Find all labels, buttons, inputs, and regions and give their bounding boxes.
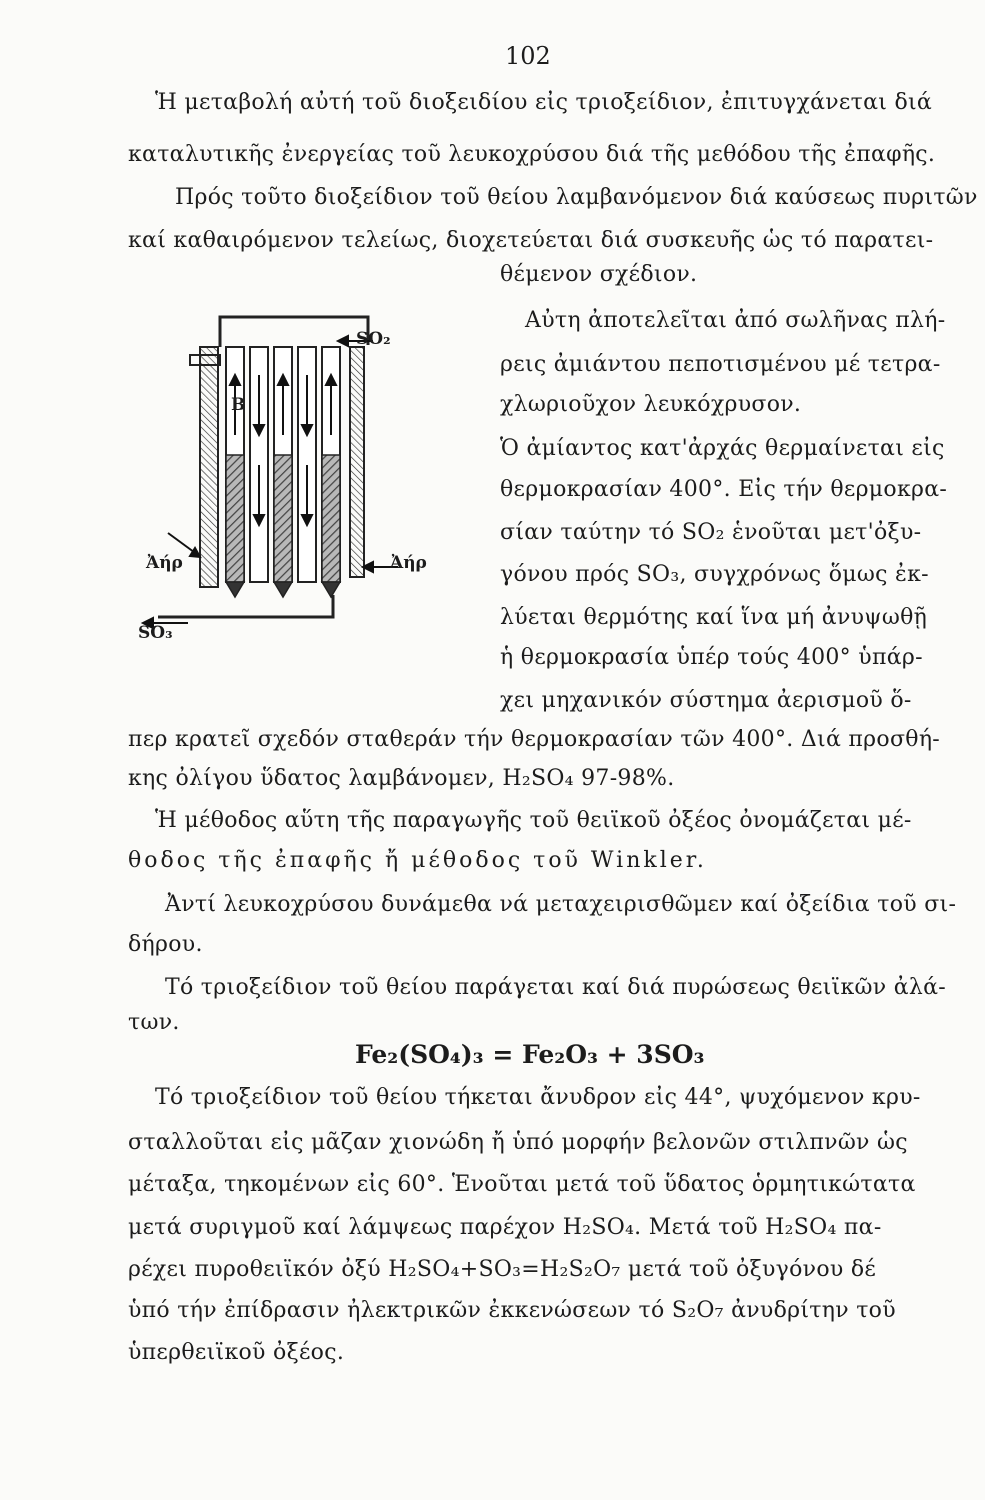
text-line: ρεις ἀμιάντου πεποτισμένου μέ τετρα- <box>500 352 941 377</box>
text-line: ἡ θερμοκρασία ὑπέρ τούς 400° ὑπάρ- <box>500 645 923 670</box>
text-line: ὑπερθειϊκοῦ ὀξέος. <box>128 1340 345 1365</box>
contact-process-apparatus-figure <box>128 305 448 645</box>
figure-label-b: B <box>231 395 246 415</box>
text-line: των. <box>128 1010 180 1035</box>
chemical-equation: Fe₂(SO₄)₃ = Fe₂O₃ + 3SO₃ <box>355 1040 705 1069</box>
figure-label-air-left: Ἀήρ <box>146 553 183 573</box>
text-line: χλωριοῦχον λευκόχρυσον. <box>500 392 802 417</box>
text-line: καταλυτικῆς ἐνεργείας τοῦ λευκοχρύσου διά τῆς μεθόδου τῆς ἐπαφῆς. <box>128 142 936 167</box>
text-line: ρέχει πυροθειϊκόν ὀξύ H₂SO₄+SO₃=H₂S₂O₇ μετά τοῦ ὀξυγόνου δέ <box>128 1257 877 1282</box>
figure-label-so2: SO₂ <box>356 329 391 349</box>
text-line: Τό τριοξείδιον τοῦ θείου παράγεται καί διά πυρώσεως θειϊκῶν ἀλά- <box>165 975 947 1000</box>
text-line: κης ὀλίγου ὕδατος λαμβάνομεν, H₂SO₄ 97-98%. <box>128 766 675 791</box>
text-line: Ἡ μέθοδος αὕτη τῆς παραγωγῆς τοῦ θειϊκοῦ ὀξέος ὀνομάζεται μέ- <box>155 808 912 833</box>
page-number: 102 <box>505 42 551 70</box>
text-line: χει μηχανικόν σύστημα ἀερισμοῦ ὅ- <box>500 688 912 713</box>
figure-label-so3: SO₃ <box>138 623 173 643</box>
text-line: θέμενον σχέδιον. <box>500 262 698 287</box>
text-line: σίαν ταύτην τό SO₂ ἑνοῦται μετ'ὀξυ- <box>500 520 922 545</box>
text-line: Πρός τοῦτο διοξείδιον τοῦ θείου λαμβανόμενον διά καύσεως πυριτῶν <box>175 185 978 210</box>
text-line: μετά συριγμοῦ καί λάμψεως παρέχον H₂SO₄. Μετά τοῦ H₂SO₄ πα- <box>128 1215 882 1240</box>
text-line: γόνου πρός SO₃, συγχρόνως ὅμως ἐκ- <box>500 562 929 587</box>
apparatus-drawing <box>128 305 448 645</box>
text-line: λύεται θερμότης καί ἵνα μή ἀνυψωθῇ <box>500 605 928 630</box>
text-line: Ὁ ἀμίαντος κατ'ἀρχάς θερμαίνεται εἰς <box>500 436 945 461</box>
text-line: Ἡ μεταβολή αὐτή τοῦ διοξειδίου εἰς τριοξείδιον, ἐπιτυγχάνεται διά <box>155 90 933 115</box>
text-line: Ἀντί λευκοχρύσου δυνάμεθα νά μεταχειρισθῶμεν καί ὀξείδια τοῦ σι- <box>165 892 957 917</box>
figure-label-air-right: Ἀήρ <box>390 553 427 573</box>
text-line: σταλλοῦται εἰς μᾶζαν χιονώδη ἤ ὑπό μορφήν βελονῶν στιλπνῶν ὡς <box>128 1130 908 1155</box>
text-line: Τό τριοξείδιον τοῦ θείου τήκεται ἄνυδρον εἰς 44°, ψυχόμενον κρυ- <box>155 1085 921 1110</box>
text-line: θερμοκρασίαν 400°. Εἰς τήν θερμοκρα- <box>500 477 948 502</box>
text-line: ὑπό τήν ἐπίδρασιν ἠλεκτρικῶν ἐκκενώσεων τό S₂O₇ ἀνυδρίτην τοῦ <box>128 1298 896 1323</box>
text-line: καί καθαιρόμενον τελείως, διοχετεύεται διά συσκευῆς ὡς τό παρατει- <box>128 228 934 253</box>
text-line: δήρου. <box>128 932 203 957</box>
text-line: θοδος τῆς ἐπαφῆς ἤ μέθοδος τοῦ Winkler. <box>128 848 707 873</box>
text-line: Αὐτη ἀποτελεῖται ἀπό σωλῆνας πλή- <box>525 308 946 333</box>
text-line: μέταξα, τηκομένων εἰς 60°. Ἑνοῦται μετά τοῦ ὕδατος ὁρμητικώτατα <box>128 1172 916 1197</box>
text-line: περ κρατεῖ σχεδόν σταθεράν τήν θερμοκρασίαν τῶν 400°. Διά προσθή- <box>128 727 941 752</box>
